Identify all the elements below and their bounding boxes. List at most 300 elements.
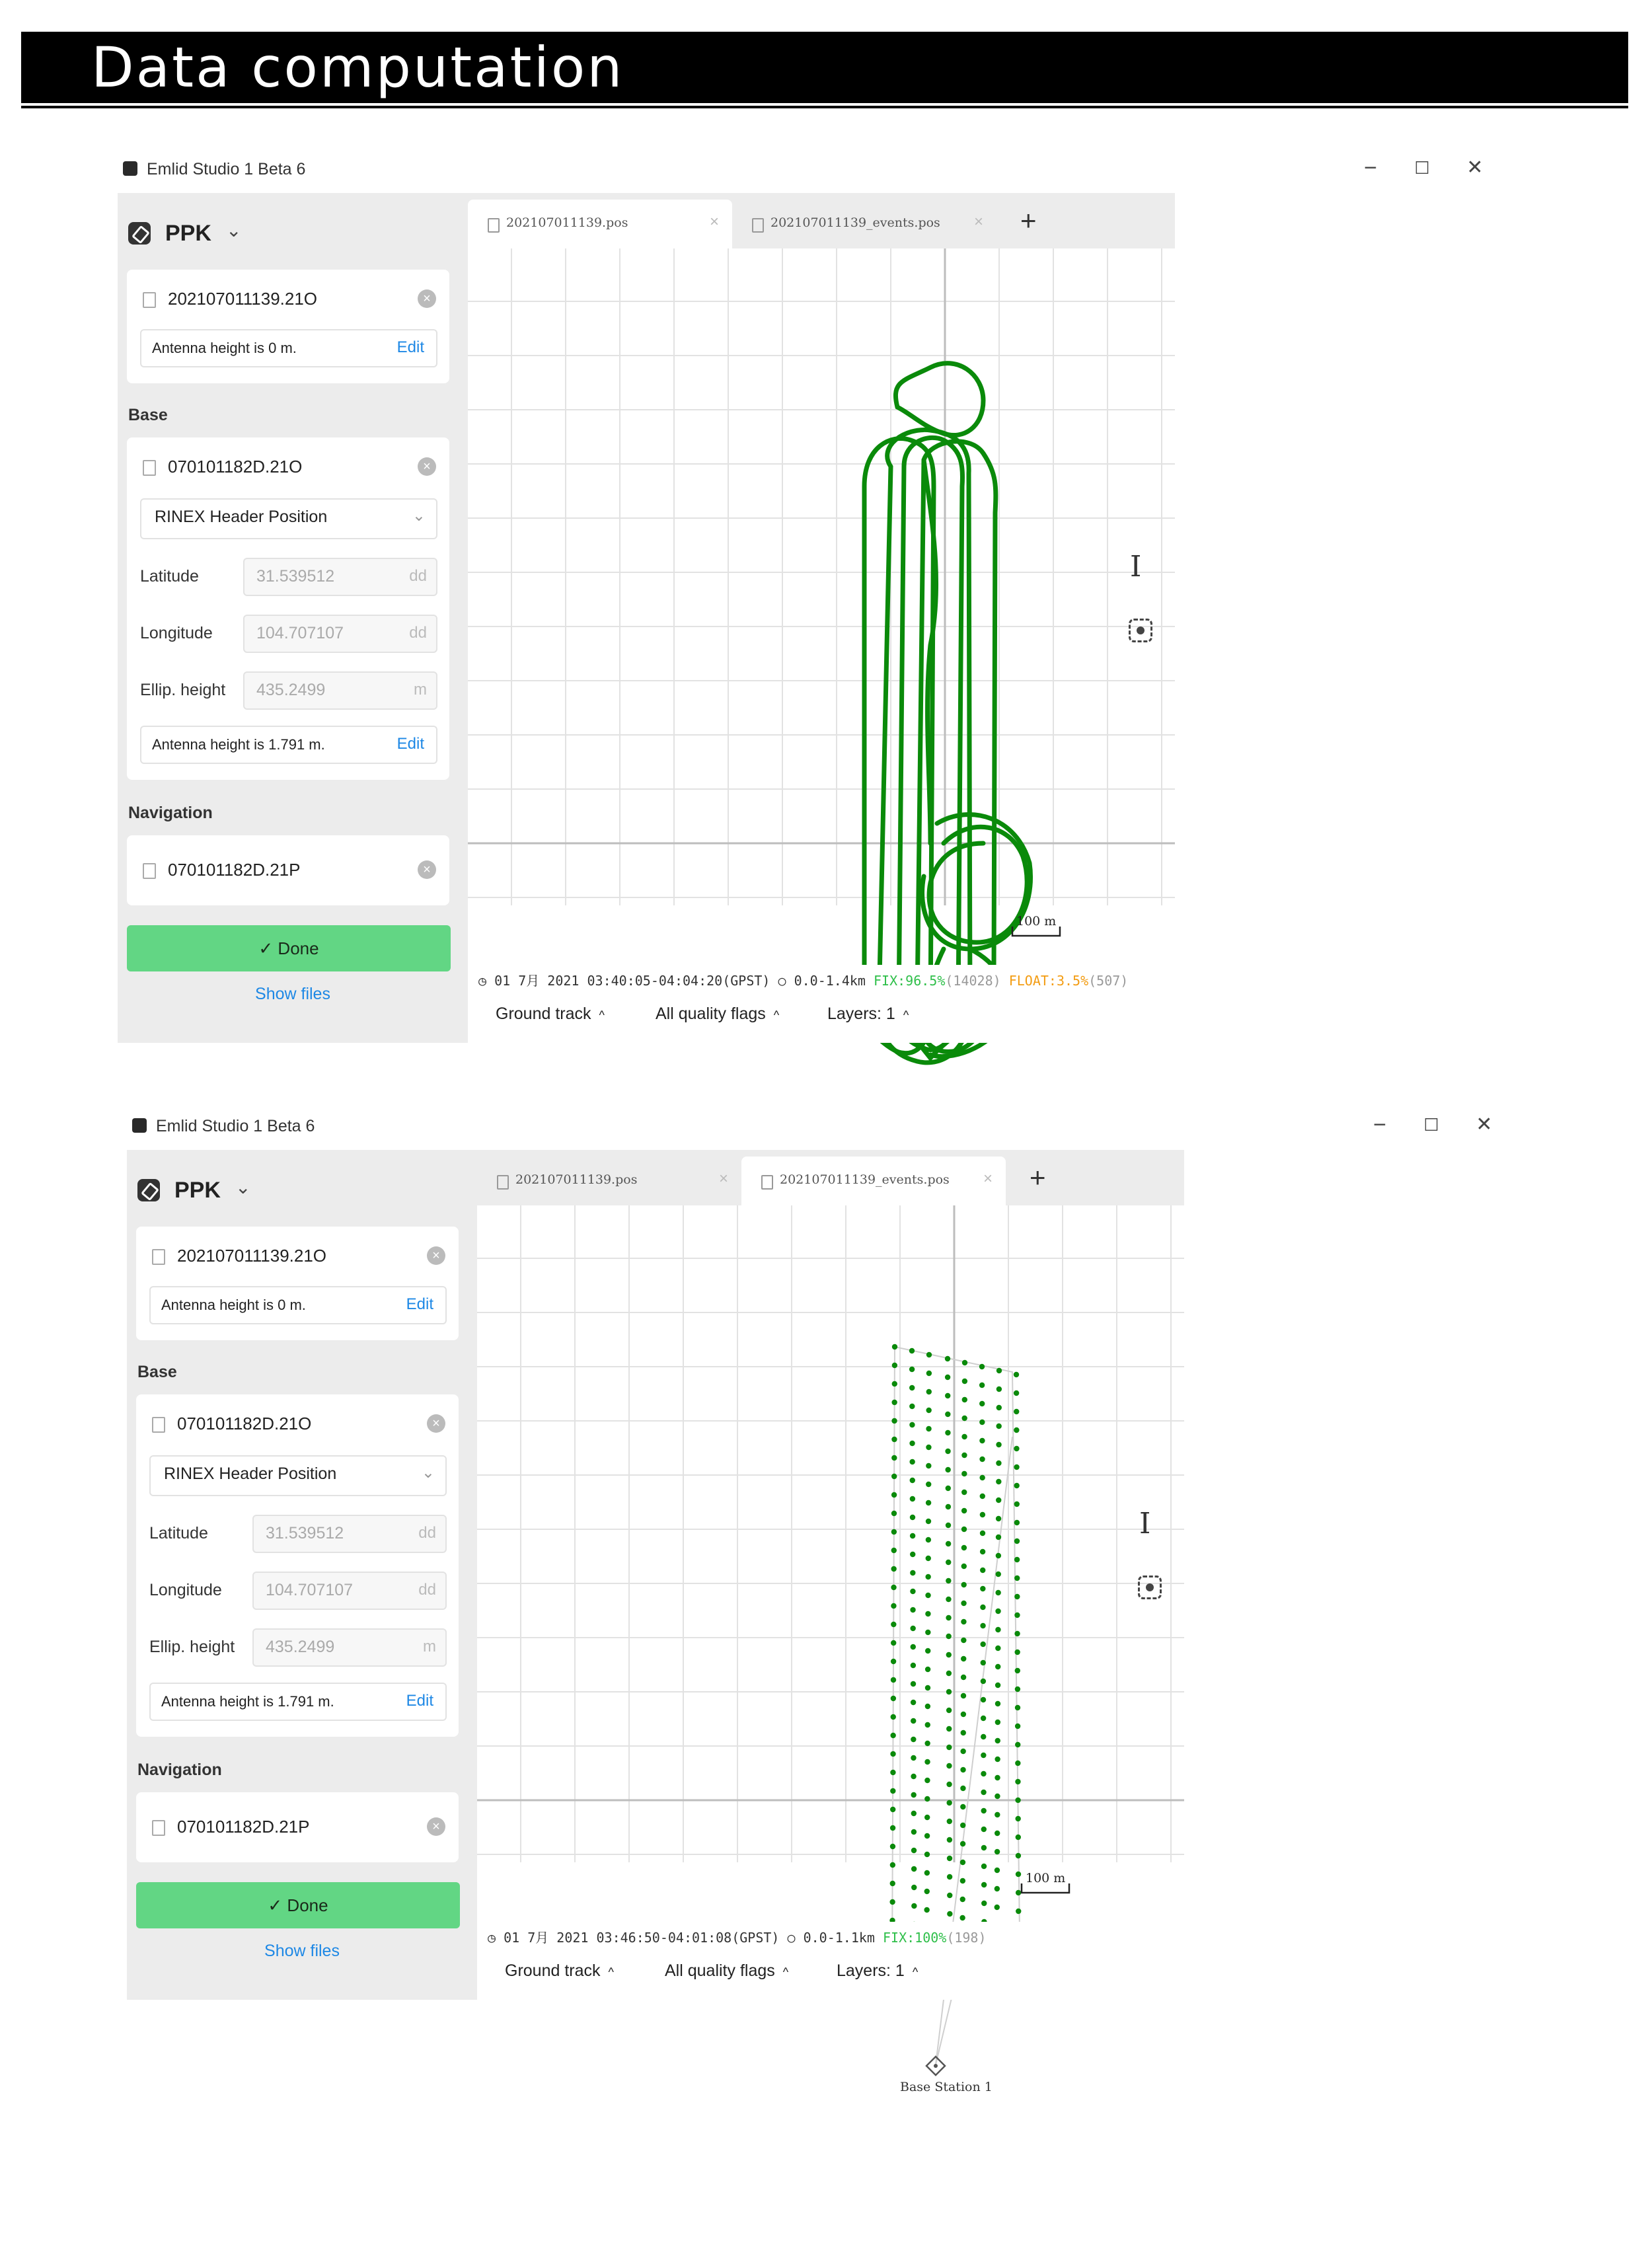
event-point bbox=[910, 1478, 915, 1483]
base-position-select[interactable] bbox=[140, 498, 437, 539]
event-point bbox=[947, 1837, 952, 1842]
event-point bbox=[946, 1523, 951, 1528]
base-card bbox=[136, 1394, 459, 1737]
title-bar bbox=[127, 1102, 1184, 1150]
base-station-label: Base Station 1 bbox=[900, 2080, 993, 2094]
chevron-down-icon: ⌄ bbox=[226, 220, 242, 241]
event-point bbox=[946, 1782, 952, 1787]
status-bar bbox=[468, 965, 1175, 991]
add-tab-button[interactable]: + bbox=[1020, 205, 1037, 236]
event-point bbox=[911, 1718, 916, 1724]
chevron-up-icon: ^ bbox=[912, 1965, 919, 1979]
event-point bbox=[962, 1397, 967, 1402]
event-point bbox=[946, 1560, 951, 1565]
base-file-name: 070101182D.21O bbox=[177, 1414, 312, 1433]
base-position-select[interactable] bbox=[149, 1455, 447, 1496]
page-header bbox=[21, 32, 1628, 103]
fix-count: (198) bbox=[946, 1930, 987, 1946]
event-point bbox=[995, 1905, 1000, 1910]
event-point bbox=[995, 1683, 1000, 1688]
event-point bbox=[926, 1408, 931, 1413]
sidebar bbox=[118, 193, 468, 1043]
status-text bbox=[478, 970, 1128, 989]
event-point bbox=[890, 1862, 895, 1868]
event-point bbox=[924, 1778, 930, 1783]
event-point bbox=[890, 1881, 895, 1886]
layers-menu[interactable] bbox=[827, 1005, 909, 1024]
tab-pos[interactable] bbox=[477, 1157, 741, 1205]
show-files-link[interactable]: Show files bbox=[255, 985, 330, 1003]
close-tab-icon[interactable]: × bbox=[718, 1170, 728, 1188]
event-point bbox=[960, 1897, 965, 1902]
event-point bbox=[996, 1405, 1002, 1410]
status-bar bbox=[477, 1922, 1184, 1948]
event-point bbox=[981, 1845, 987, 1850]
event-point bbox=[981, 1734, 986, 1739]
event-point bbox=[911, 1737, 916, 1742]
edit-antenna-link[interactable]: Edit bbox=[396, 735, 424, 753]
event-point bbox=[1014, 1576, 1020, 1581]
event-point bbox=[925, 1593, 930, 1598]
event-point bbox=[981, 1808, 986, 1813]
event-point bbox=[891, 1492, 897, 1498]
text-cursor-icon[interactable]: I bbox=[1130, 550, 1142, 584]
event-point bbox=[926, 1500, 931, 1505]
scale-label: 100 m bbox=[1026, 1871, 1066, 1885]
event-point bbox=[926, 1537, 931, 1542]
time-range: ◷ 01 7月 2021 03:40:05-04:04:20(GPST) bbox=[478, 973, 770, 989]
event-point bbox=[945, 1467, 950, 1472]
tab-events-pos[interactable] bbox=[741, 1157, 1006, 1205]
event-point bbox=[995, 1831, 1000, 1836]
event-point bbox=[961, 1582, 966, 1587]
ppk-mode-icon bbox=[137, 1179, 160, 1201]
ellip-height-unit: m bbox=[423, 1638, 436, 1655]
mode-label: PPK bbox=[165, 221, 211, 246]
ellip-height-label: Ellip. height bbox=[140, 681, 226, 699]
longitude-value: 104.707107 bbox=[256, 624, 344, 642]
tab-bar bbox=[468, 193, 1175, 248]
event-point bbox=[1014, 1613, 1020, 1618]
ground-track-label: Ground track bbox=[505, 1961, 601, 1980]
event-point bbox=[1015, 1798, 1020, 1803]
track-segment bbox=[929, 827, 1027, 942]
event-point bbox=[891, 1437, 897, 1442]
event-point bbox=[910, 1496, 915, 1501]
event-point bbox=[980, 1494, 985, 1499]
rover-file-row bbox=[127, 279, 449, 319]
ellip-height-input[interactable] bbox=[252, 1628, 447, 1667]
mode-label: PPK bbox=[174, 1178, 221, 1203]
event-point bbox=[911, 1644, 916, 1650]
remove-file-icon[interactable]: × bbox=[418, 457, 436, 476]
quality-flags-menu[interactable] bbox=[665, 1961, 788, 1981]
event-point bbox=[995, 1757, 1000, 1762]
emlid-studio-window-1 bbox=[118, 145, 1483, 1043]
event-point bbox=[961, 1601, 966, 1606]
done-button[interactable]: ✓ Done bbox=[136, 1882, 460, 1928]
event-point bbox=[891, 1418, 897, 1424]
text-cursor-icon[interactable]: I bbox=[1139, 1507, 1151, 1540]
ellip-height-value: 435.2499 bbox=[266, 1638, 335, 1656]
latitude-label: Latitude bbox=[149, 1524, 208, 1542]
event-point bbox=[995, 1868, 1000, 1873]
event-point bbox=[911, 1700, 916, 1705]
event-point bbox=[1014, 1538, 1020, 1544]
maximize-button[interactable]: ☐ bbox=[1414, 158, 1430, 178]
event-point bbox=[1014, 1483, 1019, 1488]
event-point bbox=[996, 1368, 1002, 1373]
latitude-label: Latitude bbox=[140, 567, 199, 586]
event-point bbox=[961, 1453, 967, 1458]
navigation-file-row bbox=[127, 850, 449, 890]
event-point bbox=[891, 1400, 897, 1405]
edit-antenna-link[interactable]: Edit bbox=[406, 1692, 433, 1710]
map-view[interactable] bbox=[468, 248, 1175, 991]
longitude-input[interactable] bbox=[243, 615, 437, 653]
layers-label: Layers: 1 bbox=[837, 1961, 905, 1980]
event-point bbox=[996, 1572, 1001, 1577]
event-point bbox=[961, 1693, 966, 1698]
ground-track-menu[interactable] bbox=[496, 1005, 605, 1024]
event-point bbox=[946, 1689, 952, 1694]
event-point bbox=[1014, 1520, 1020, 1525]
event-point bbox=[1016, 1890, 1021, 1895]
event-point bbox=[961, 1434, 967, 1439]
event-point bbox=[891, 1474, 897, 1479]
remove-file-icon[interactable]: × bbox=[427, 1414, 445, 1433]
event-point bbox=[947, 1856, 952, 1861]
event-point bbox=[909, 1348, 915, 1353]
event-point bbox=[909, 1441, 915, 1446]
antenna-height-text: Antenna height is 1.791 m. bbox=[161, 1693, 334, 1710]
event-point bbox=[981, 1660, 986, 1665]
time-range: ◷ 01 7月 2021 03:46:50-04:01:08(GPST) bbox=[488, 1930, 780, 1946]
event-point bbox=[911, 1811, 917, 1816]
chevron-up-icon: ^ bbox=[903, 1008, 909, 1022]
header-rule bbox=[21, 106, 1628, 108]
quality-flags-menu[interactable] bbox=[656, 1005, 779, 1024]
longitude-unit: dd bbox=[409, 624, 427, 642]
layers-menu[interactable] bbox=[837, 1961, 918, 1981]
event-point bbox=[891, 1566, 896, 1572]
tab-events-pos[interactable] bbox=[732, 200, 996, 248]
event-point bbox=[961, 1508, 967, 1513]
event-point bbox=[911, 1755, 916, 1761]
minimize-button[interactable]: − bbox=[1364, 155, 1377, 180]
status-text bbox=[488, 1927, 987, 1946]
event-point bbox=[946, 1708, 952, 1713]
base-antenna-field bbox=[140, 726, 437, 764]
event-point bbox=[1014, 1594, 1020, 1599]
close-tab-icon[interactable]: × bbox=[709, 213, 719, 231]
event-point bbox=[996, 1498, 1001, 1503]
longitude-value: 104.707107 bbox=[266, 1581, 354, 1599]
event-point bbox=[995, 1886, 1000, 1891]
event-point bbox=[960, 1878, 965, 1883]
tab-label: 202107011139.pos bbox=[515, 1172, 638, 1187]
event-point bbox=[911, 1903, 917, 1909]
ellip-height-unit: m bbox=[414, 681, 427, 699]
event-point bbox=[946, 1763, 952, 1768]
event-point bbox=[961, 1416, 967, 1421]
event-point bbox=[891, 1511, 897, 1516]
event-point bbox=[961, 1675, 966, 1680]
latitude-input[interactable] bbox=[243, 558, 437, 596]
quality-flags-label: All quality flags bbox=[665, 1961, 775, 1980]
event-points bbox=[889, 1344, 1022, 1980]
ground-track-menu[interactable] bbox=[505, 1961, 614, 1981]
file-icon bbox=[152, 1820, 165, 1836]
event-point bbox=[960, 1786, 965, 1791]
ground-track bbox=[864, 363, 1031, 1063]
show-files-link[interactable]: Show files bbox=[264, 1942, 340, 1960]
event-point bbox=[946, 1634, 951, 1639]
tab-label: 202107011139_events.pos bbox=[780, 1172, 950, 1187]
event-point bbox=[946, 1597, 951, 1602]
navigation-file-name: 070101182D.21P bbox=[168, 860, 301, 880]
event-point bbox=[1016, 1909, 1021, 1914]
event-point bbox=[891, 1603, 896, 1609]
event-point bbox=[910, 1626, 915, 1631]
event-point bbox=[910, 1552, 915, 1557]
event-point bbox=[960, 1860, 965, 1865]
event-point bbox=[981, 1753, 986, 1758]
file-icon bbox=[488, 218, 500, 233]
event-point bbox=[980, 1586, 985, 1591]
track-map bbox=[468, 248, 1175, 991]
event-point bbox=[980, 1512, 985, 1517]
sidebar bbox=[127, 1150, 477, 2000]
event-point bbox=[926, 1352, 932, 1357]
event-point bbox=[890, 1788, 895, 1794]
minimize-button[interactable]: − bbox=[1373, 1112, 1386, 1137]
event-point bbox=[926, 1445, 931, 1450]
rover-antenna-field bbox=[149, 1286, 447, 1324]
center-view-icon[interactable] bbox=[1129, 619, 1152, 642]
rover-antenna-field bbox=[140, 329, 437, 367]
tab-pos[interactable] bbox=[468, 200, 732, 248]
event-point bbox=[891, 1585, 896, 1590]
event-point bbox=[946, 1504, 951, 1509]
event-point bbox=[946, 1486, 951, 1491]
event-point bbox=[892, 1344, 897, 1349]
event-point bbox=[996, 1424, 1001, 1429]
event-point bbox=[925, 1704, 930, 1709]
remove-file-icon[interactable]: × bbox=[418, 289, 436, 308]
event-point bbox=[911, 1774, 916, 1779]
app-logo-icon bbox=[132, 1118, 147, 1133]
event-point bbox=[890, 1733, 895, 1738]
event-point bbox=[961, 1564, 967, 1569]
event-point bbox=[961, 1527, 967, 1532]
event-point bbox=[890, 1770, 895, 1775]
event-point bbox=[979, 1457, 985, 1462]
navigation-file-row bbox=[136, 1807, 459, 1846]
event-point bbox=[981, 1716, 986, 1721]
maximize-button[interactable]: ☐ bbox=[1423, 1115, 1439, 1135]
center-view-icon[interactable] bbox=[1138, 1576, 1162, 1599]
event-point bbox=[910, 1570, 915, 1576]
event-point bbox=[926, 1556, 931, 1561]
close-button[interactable]: ✕ bbox=[1476, 1114, 1493, 1135]
longitude-input[interactable] bbox=[252, 1572, 447, 1610]
event-point bbox=[961, 1712, 966, 1717]
close-tab-icon[interactable]: × bbox=[983, 1170, 993, 1188]
remove-file-icon[interactable]: × bbox=[427, 1246, 445, 1265]
base-file-name: 070101182D.21O bbox=[168, 457, 303, 476]
ellip-height-input[interactable] bbox=[243, 671, 437, 710]
event-point bbox=[961, 1619, 966, 1624]
track-segment bbox=[895, 363, 983, 436]
event-point bbox=[926, 1519, 931, 1524]
event-point bbox=[996, 1516, 1001, 1521]
event-point bbox=[924, 1852, 930, 1857]
longitude-label: Longitude bbox=[140, 624, 213, 642]
event-point bbox=[961, 1730, 966, 1735]
event-point bbox=[960, 1749, 965, 1754]
event-point bbox=[959, 1915, 965, 1920]
event-point bbox=[1015, 1742, 1020, 1747]
map-toolbar bbox=[477, 1948, 1184, 2000]
event-point bbox=[911, 1848, 917, 1853]
event-point bbox=[946, 1671, 952, 1676]
event-point bbox=[892, 1381, 897, 1386]
event-point bbox=[995, 1701, 1000, 1706]
edit-antenna-link[interactable]: Edit bbox=[396, 338, 424, 356]
event-point bbox=[1015, 1705, 1020, 1710]
chevron-down-icon: ⌄ bbox=[235, 1177, 251, 1197]
event-point bbox=[924, 1889, 930, 1894]
chevron-up-icon: ^ bbox=[773, 1008, 780, 1022]
event-point bbox=[926, 1463, 931, 1468]
float-count: (507) bbox=[1088, 973, 1129, 989]
event-point bbox=[911, 1681, 916, 1687]
event-point bbox=[1014, 1557, 1020, 1562]
remove-file-icon[interactable]: × bbox=[427, 1817, 445, 1836]
event-point bbox=[980, 1623, 985, 1628]
chevron-up-icon: ^ bbox=[599, 1008, 605, 1022]
event-point bbox=[925, 1574, 930, 1579]
close-button[interactable]: ✕ bbox=[1466, 157, 1483, 178]
event-point bbox=[925, 1630, 930, 1635]
event-point bbox=[1015, 1779, 1020, 1784]
event-point bbox=[910, 1515, 915, 1520]
latitude-input[interactable] bbox=[252, 1515, 447, 1553]
event-point bbox=[925, 1667, 930, 1672]
latitude-unit: dd bbox=[418, 1524, 436, 1542]
rover-file-name: 202107011139.21O bbox=[177, 1246, 327, 1266]
event-point bbox=[1014, 1501, 1020, 1507]
float-percentage: FLOAT:3.5% bbox=[1008, 973, 1089, 989]
remove-file-icon[interactable]: × bbox=[418, 860, 436, 879]
event-point bbox=[946, 1615, 951, 1620]
event-point bbox=[890, 1825, 895, 1831]
distance-range: ○ 0.0-1.4km bbox=[778, 973, 866, 989]
event-point bbox=[981, 1864, 987, 1869]
file-icon bbox=[143, 460, 156, 476]
event-point bbox=[995, 1590, 1000, 1595]
event-point bbox=[945, 1393, 950, 1398]
chevron-down-icon: ⌄ bbox=[412, 507, 426, 525]
done-button[interactable]: ✓ Done bbox=[127, 925, 451, 971]
event-point bbox=[1014, 1409, 1019, 1414]
event-point bbox=[995, 1794, 1000, 1799]
event-point bbox=[1015, 1668, 1020, 1673]
event-point bbox=[911, 1866, 917, 1872]
event-point bbox=[924, 1870, 930, 1876]
fix-count: (14028) bbox=[945, 973, 1001, 989]
event-point bbox=[995, 1609, 1000, 1614]
antenna-height-text: Antenna height is 0 m. bbox=[161, 1297, 306, 1313]
event-point bbox=[891, 1714, 896, 1720]
event-point bbox=[891, 1529, 897, 1535]
event-point bbox=[961, 1545, 967, 1550]
event-point bbox=[960, 1841, 965, 1846]
close-tab-icon[interactable]: × bbox=[973, 213, 983, 231]
event-point bbox=[1015, 1724, 1020, 1729]
event-point bbox=[891, 1548, 897, 1553]
file-icon bbox=[143, 863, 156, 879]
event-point bbox=[980, 1531, 985, 1536]
file-icon bbox=[152, 1417, 165, 1433]
event-point bbox=[945, 1412, 950, 1417]
event-point bbox=[925, 1722, 930, 1728]
event-point bbox=[961, 1490, 967, 1495]
event-point bbox=[979, 1383, 985, 1388]
rover-card bbox=[127, 270, 449, 383]
event-point bbox=[1016, 1872, 1021, 1877]
event-point bbox=[1014, 1650, 1020, 1655]
event-point bbox=[996, 1535, 1001, 1540]
event-point bbox=[979, 1438, 985, 1443]
event-point bbox=[1016, 1853, 1021, 1858]
antenna-height-text: Antenna height is 1.791 m. bbox=[152, 736, 325, 753]
tab-label: 202107011139.pos bbox=[506, 215, 628, 230]
fix-percentage: FIX:96.5% bbox=[873, 973, 946, 989]
event-point bbox=[981, 1771, 986, 1776]
latitude-value: 31.539512 bbox=[266, 1524, 344, 1542]
event-point bbox=[909, 1367, 915, 1372]
add-tab-button[interactable]: + bbox=[1030, 1162, 1046, 1193]
event-point bbox=[960, 1823, 965, 1828]
event-point bbox=[946, 1726, 952, 1731]
base-file-row bbox=[136, 1404, 459, 1443]
event-point bbox=[946, 1745, 952, 1750]
quality-flags-label: All quality flags bbox=[656, 1005, 766, 1023]
page-heading: Data computation bbox=[91, 35, 624, 100]
rover-card bbox=[136, 1227, 459, 1340]
title-bar bbox=[118, 145, 1175, 193]
event-point bbox=[1014, 1446, 1019, 1451]
edit-antenna-link[interactable]: Edit bbox=[406, 1295, 433, 1313]
ppk-mode-icon bbox=[128, 222, 151, 245]
event-point bbox=[891, 1455, 897, 1461]
file-icon bbox=[143, 292, 156, 308]
position-mode-value: RINEX Header Position bbox=[155, 508, 328, 526]
event-point bbox=[924, 1759, 930, 1765]
file-icon bbox=[752, 218, 764, 233]
base-section-label: Base bbox=[128, 406, 168, 424]
event-point bbox=[924, 1833, 930, 1839]
event-point bbox=[891, 1696, 896, 1701]
event-point bbox=[961, 1656, 966, 1661]
event-point bbox=[947, 1819, 952, 1824]
navigation-section-label: Navigation bbox=[137, 1761, 222, 1779]
event-point bbox=[995, 1849, 1000, 1854]
event-point bbox=[961, 1638, 966, 1643]
event-point bbox=[960, 1767, 965, 1772]
